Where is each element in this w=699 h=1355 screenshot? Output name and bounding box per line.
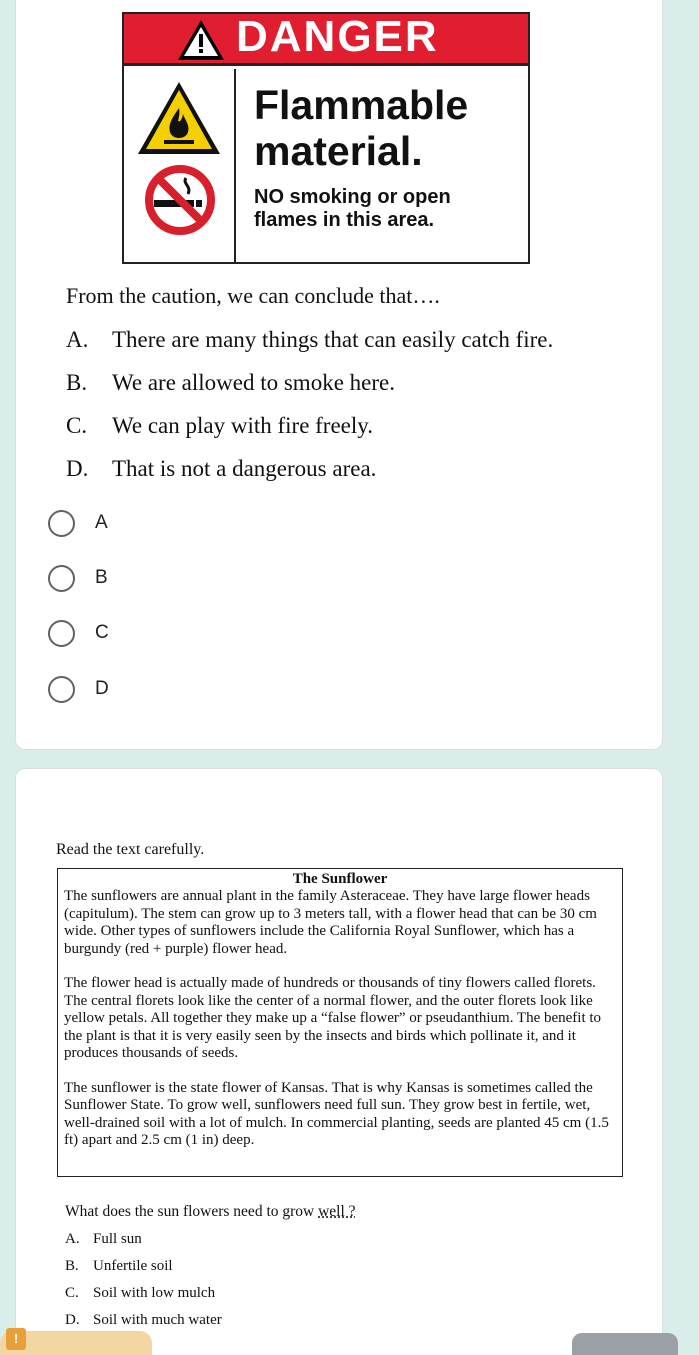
bottom-toast-right[interactable]: [572, 1333, 678, 1355]
question-1-option-list: [66, 323, 553, 495]
question-1-stem: From the caution, we can conclude that….: [66, 283, 440, 308]
radio-label-a[interactable]: A: [95, 512, 108, 533]
answer-choice-d[interactable]: [48, 675, 109, 703]
danger-sign-header: [124, 14, 528, 66]
passage-paragraph: The sunflower is the state flower of Kansas. That is why Kansas is sometimes called the Sunflower State. To grow well, sunflowers need full sun. They grow best in fertile, wet, well-drained soil with a lot of mulch. In commercial planting, seeds are planted 45 cm (1.5 ft) apart and 2.5 cm (1 in) deep.: [64, 1079, 609, 1148]
warning-triangle-icon: [176, 18, 226, 62]
passage-paragraph: The sunflowers are annual plant in the family Asteraceae. They have large flower heads (capitulum). The stem can grow up to 3 meters tall, with a flower head that can be 30 cm wide. Other types of sunflowers include the California Royal Sunflower, which has a burgundy (red + purple) flower head.: [64, 888, 597, 957]
flammable-hazard-icon: [136, 80, 222, 156]
answer-choice-a[interactable]: [48, 509, 108, 537]
option-text-a: A. Full sun: [65, 1231, 142, 1247]
radio-label-b[interactable]: B: [95, 567, 108, 588]
danger-sign-title: DANGER: [236, 12, 439, 61]
radio-button-d[interactable]: [48, 676, 75, 703]
option-text-b: B. We are allowed to smoke here.: [66, 370, 395, 395]
passage-title: The Sunflower: [292, 871, 388, 887]
warning-icon: !: [6, 1328, 26, 1350]
radio-button-a[interactable]: [48, 510, 75, 537]
underlined-word: well ?: [318, 1203, 356, 1220]
reading-instruction: Read the text carefully.: [56, 841, 205, 858]
option-text-b: B. Unfertile soil: [65, 1258, 173, 1274]
question-2-stem: What does the sun flowers need to grow well ?: [65, 1203, 356, 1220]
sign-divider: [234, 69, 236, 262]
radio-label-c[interactable]: C: [95, 622, 109, 643]
question-2-option-list: [65, 1229, 222, 1337]
sunflower-passage: [57, 868, 623, 1177]
option-text-d: D. Soil with much water: [65, 1312, 222, 1328]
radio-label-d[interactable]: D: [95, 678, 109, 699]
no-smoking-icon: [144, 164, 216, 236]
passage-paragraph: The flower head is actually made of hundreds or thousands of tiny flowers called florets. The central florets look like the center of a normal flower, and the outer florets look like yellow petals. All together they make up a “false flower” or pseudanthium. The benefit to the plant is that it is very easily seen by the insects and birds which pollinate it, and it produces thousands of seeds.: [64, 975, 602, 1061]
danger-sign-image: [122, 12, 530, 264]
sign-main-text: Flammable material.: [254, 82, 469, 174]
option-text-d: D. That is not a dangerous area.: [66, 456, 377, 481]
answer-choice-b[interactable]: [48, 564, 108, 592]
sign-sub-text: NO smoking or open flames in this area.: [254, 186, 451, 231]
radio-button-b[interactable]: [48, 565, 75, 592]
option-text-c: C. Soil with low mulch: [65, 1285, 216, 1301]
radio-button-c[interactable]: [48, 620, 75, 647]
option-text-c: C. We can play with fire freely.: [66, 413, 374, 438]
option-text-a: A. There are many things that can easily catch fire.: [66, 327, 554, 352]
answer-choice-c[interactable]: [48, 619, 109, 647]
